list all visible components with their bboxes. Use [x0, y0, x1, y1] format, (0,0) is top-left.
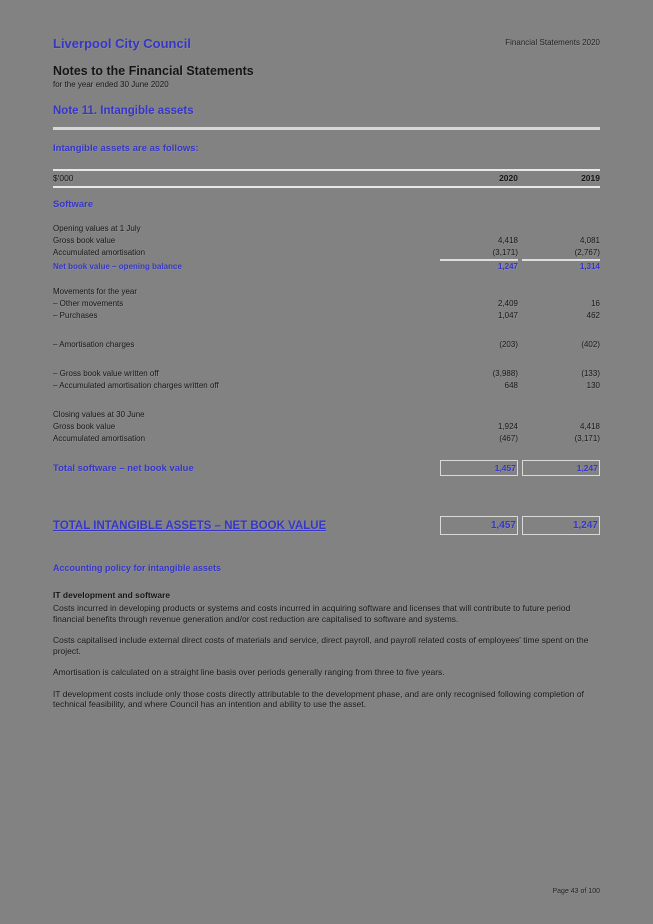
column-header-2020: 2020 [499, 173, 518, 183]
value-2019: 4,418 [579, 422, 600, 431]
value-2019: 1,314 [579, 262, 600, 271]
table-row [53, 298, 600, 310]
policy-heading: Accounting policy for intangible assets [53, 563, 222, 573]
value-2019 [522, 409, 600, 421]
value-2020: 1,247 [497, 262, 518, 271]
value-2020 [440, 409, 518, 421]
total-software-row [53, 460, 600, 476]
value-2020: (467) [499, 434, 518, 443]
table-row [53, 380, 600, 392]
value-2020: (203) [499, 340, 518, 349]
section-title-software: Software [53, 199, 94, 210]
row-label: Gross book value [53, 236, 116, 245]
value-2020: (3,988) [492, 369, 518, 378]
row-label: – Gross book value written off [53, 369, 159, 378]
row-label: – Accumulated amortisation charges written off [53, 381, 219, 390]
row-label: – Other movements [53, 299, 124, 308]
value-2020 [440, 286, 518, 298]
page-title: Notes to the Financial Statements [53, 64, 254, 78]
value-2019: 16 [591, 299, 600, 308]
total-software-value-2020: 1,457 [440, 460, 518, 476]
row-label: Gross book value [53, 422, 116, 431]
value-2019 [522, 286, 600, 298]
table-body [53, 223, 600, 445]
policy-paragraph: Costs capitalised include external direct costs of materials and service, direct payroll, and payroll related costs of employees' time spent on the project. [53, 635, 589, 656]
row-label: Net book value – opening balance [53, 262, 182, 271]
value-2019: 462 [586, 311, 600, 320]
table-row [53, 368, 600, 380]
policy-paragraph: IT development costs include only those costs directly attributable to the development phase, and are only recognised following completion of technical feasibility, and where Council has an intention and ability to use the asset. [53, 688, 584, 709]
table-row [53, 286, 600, 298]
column-header-2019: 2019 [581, 173, 600, 183]
policy-paragraph: Amortisation is calculated on a straight line basis over periods generally ranging from three to five years. [53, 667, 445, 677]
value-2020 [440, 223, 518, 235]
table-row [53, 235, 600, 247]
document-reference: Financial Statements 2020 [505, 38, 600, 47]
row-label: Movements for the year [53, 287, 138, 296]
table-row [53, 223, 600, 235]
grand-total-label: TOTAL INTANGIBLE ASSETS – NET BOOK VALUE [53, 519, 327, 532]
table-header [53, 169, 600, 188]
table-row [53, 433, 600, 445]
unit-header: $'000 [53, 173, 74, 183]
note-title: Note 11. Intangible assets [53, 105, 194, 117]
total-software-value-2019: 1,247 [522, 460, 600, 476]
row-label: Accumulated amortisation [53, 248, 146, 257]
horizontal-rule [53, 127, 600, 130]
table-row [53, 247, 600, 261]
page-subtitle: for the year ended 30 June 2020 [53, 80, 169, 89]
value-2019: (3,171) [574, 434, 600, 443]
grand-total-row [53, 516, 600, 535]
grand-total-value-2019: 1,247 [522, 516, 600, 535]
table-row [53, 421, 600, 433]
intro-line: Intangible assets are as follows: [53, 143, 199, 154]
page-number: Page 43 of 100 [552, 888, 600, 895]
value-2020: 2,409 [497, 299, 518, 308]
value-2019: (133) [581, 369, 600, 378]
table-row [53, 409, 600, 421]
grand-total-value-2020: 1,457 [440, 516, 518, 535]
value-2019 [522, 223, 600, 235]
row-label: Closing values at 30 June [53, 410, 145, 419]
value-2020: (3,171) [440, 247, 518, 261]
council-name: Liverpool City Council [53, 36, 191, 51]
row-label: Accumulated amortisation [53, 434, 146, 443]
value-2019: (402) [581, 340, 600, 349]
value-2020: 1,924 [497, 422, 518, 431]
masthead [53, 36, 600, 51]
table-row [53, 261, 600, 273]
value-2019: 4,081 [579, 236, 600, 245]
value-2019: (2,767) [522, 247, 600, 261]
row-label: – Purchases [53, 311, 98, 320]
table-row [53, 310, 600, 322]
row-label: Opening values at 1 July [53, 224, 141, 233]
policy-subheading: IT development and software [53, 590, 171, 600]
table-row [53, 339, 600, 351]
value-2020: 1,047 [497, 311, 518, 320]
total-software-label: Total software – net book value [53, 462, 194, 474]
value-2019: 130 [586, 381, 600, 390]
row-label: – Amortisation charges [53, 340, 135, 349]
value-2020: 4,418 [497, 236, 518, 245]
value-2020: 648 [504, 381, 518, 390]
policy-paragraph: Costs incurred in developing products or systems and costs incurred in acquiring software and licenses that will contribute to future period financial benefits through revenue generation and/or cost reduction are capitalised to software and systems. [53, 603, 571, 624]
